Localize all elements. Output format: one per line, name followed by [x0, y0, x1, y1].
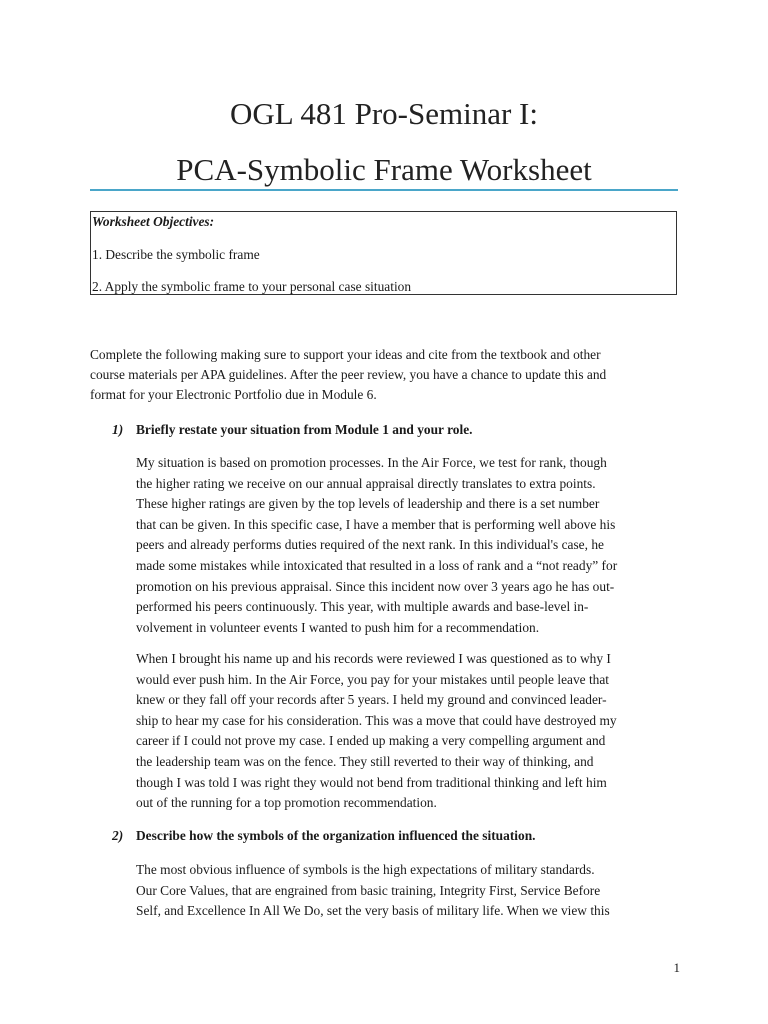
answer-line: the higher rating we receive on our annual appraisal directly translates to extra points.	[136, 475, 596, 491]
answer-line: career if I could not prove my case. I ended up making a very compelling argument and	[136, 733, 606, 749]
page-title-course: OGL 481 Pro-Seminar I:	[230, 96, 538, 131]
answer-line: performed his peers continuously. This year, with multiple awards and base-level in-	[136, 599, 589, 615]
question-text: Briefly restate your situation from Module 1 and your role.	[136, 422, 473, 437]
intro-paragraph	[90, 345, 690, 405]
answer-line: knew or they fall off your records after 5 years. I held my ground and convinced leader-	[136, 692, 607, 708]
page-title-worksheet: PCA-Symbolic Frame Worksheet	[176, 152, 592, 187]
page-number: 1	[673, 960, 680, 975]
answer-line: would ever push him. In the Air Force, you pay for your mistakes until people leave that	[136, 671, 610, 687]
objective-item: 1. Describe the symbolic frame	[92, 247, 260, 262]
answer-paragraph	[136, 453, 681, 638]
answer-line: peers and already performs duties required of the next rank. In this individual's case, he	[136, 537, 604, 553]
answer-line: My situation is based on promotion processes. In the Air Force, we test for rank, though	[136, 455, 607, 470]
answer-line: The most obvious influence of symbols is the high expectations of military standards.	[136, 862, 595, 877]
question-text: Describe how the symbols of the organization influenced the situation.	[136, 828, 536, 843]
objectives-heading: Worksheet Objectives:	[92, 214, 215, 229]
answer-paragraph	[136, 649, 681, 814]
question-number: 2)	[112, 828, 124, 843]
answer-line: the leadership team was on the fence. They still reverted to their way of thinking, and	[136, 753, 594, 769]
answer-line: These higher ratings are given by the top levels of leadership and there is a set number	[136, 496, 600, 512]
intro-line: course materials per APA guidelines. After the peer review, you have a chance to update this and	[90, 367, 607, 382]
intro-line: Complete the following making sure to support your ideas and cite from the textbook and other	[90, 347, 601, 362]
answer-line: ship to hear my case for his consideration. This was a move that could have destroyed my	[136, 712, 617, 728]
answer-line: Self, and Excellence In All We Do, set the very basis of military life. When we view this	[136, 903, 610, 919]
answer-line: though I was told I was right they would not bend from traditional thinking and left him	[136, 774, 607, 790]
answer-paragraph	[136, 860, 681, 922]
question-heading	[112, 826, 535, 846]
answer-line: When I brought his name up and his records were reviewed I was questioned as to why I	[136, 651, 611, 666]
objectives-box	[90, 211, 677, 295]
answer-line: volvement in volunteer events I wanted to push him for a recommendation.	[136, 619, 540, 635]
question-number: 1)	[112, 422, 124, 437]
answer-line: that can be given. In this specific case, I have a member that is performing well above his	[136, 516, 616, 532]
intro-line: format for your Electronic Portfolio due in Module 6.	[90, 387, 377, 402]
objective-item: 2. Apply the symbolic frame to your personal case situation	[92, 279, 412, 294]
answer-line: made some mistakes while intoxicated that resulted in a loss of rank and a “not ready” for	[136, 557, 618, 573]
answer-line: out of the running for a top promotion recommendation.	[136, 795, 437, 811]
title-divider	[90, 189, 678, 191]
question-heading	[112, 420, 473, 440]
answer-line: Our Core Values, that are engrained from basic training, Integrity First, Service Before	[136, 882, 601, 898]
answer-line: promotion on his previous appraisal. Since this incident now over 3 years ago he has out-	[136, 578, 615, 594]
